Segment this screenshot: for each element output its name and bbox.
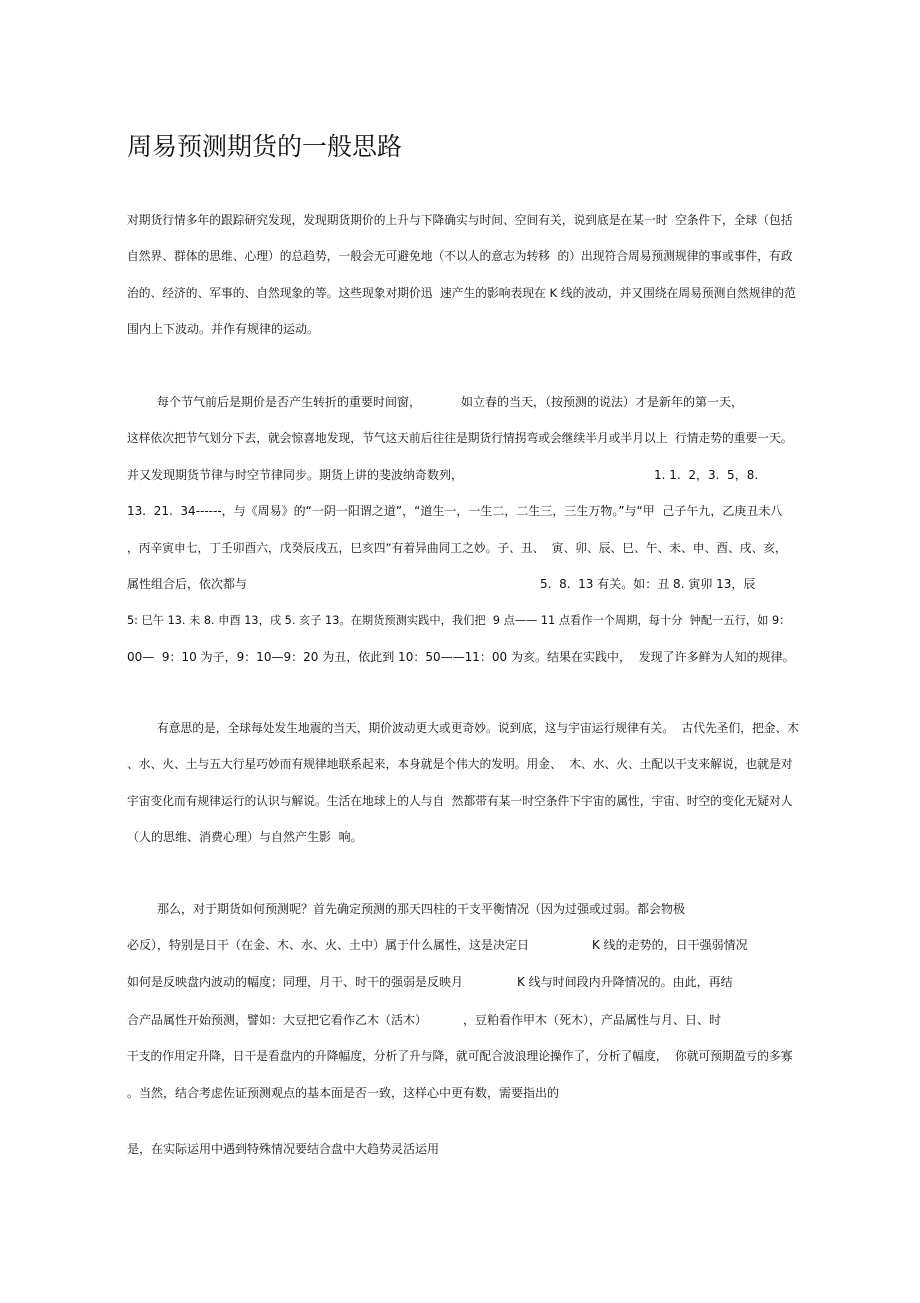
paragraph-2-line-3b: 1. 1. 2，3. 5，8. xyxy=(654,468,759,482)
paragraph-4-line-7: 是，在实际运用中遇到特殊情况要结合盘中大趋势灵活运用 xyxy=(127,1142,440,1156)
paragraph-1-line-3: 治的、经济的、军事的、自然现象的等。这些现象对期价迅 速产生的影响表现在 K 线的波动，并又围绕在周易预测自然规律的范 xyxy=(127,286,796,300)
paragraph-2-line-8: 00— 9：10 为子，9：10—9：20 为丑，依此到 10：50——11：00 为亥。结果在实践中， 发现了许多鲜为人知的规律。 xyxy=(127,650,795,664)
paragraph-2-line-2: 这样依次把节气划分下去，就会惊喜地发现，节气这天前后往往是期货行情拐弯或会继续半月或半月以上 行情走势的重要一天。 xyxy=(127,431,793,445)
paragraph-1-line-2: 自然界、群体的思维、心理）的总趋势，一般会无可避免地（不以人的意志为转移 的）出现符合周易预测规律的事或事件，有政 xyxy=(127,249,793,263)
paragraph-4-line-6: 。当然，结合考虑佐证预测观点的基本面是否一致，这样心中更有数，需要指出的 xyxy=(127,1086,560,1100)
paragraph-4-line-5: 干支的作用定升降，日干是看盘内的升降幅度，分析了升与降，就可配合波浪理论操作了，分析了幅度， 你就可预期盈亏的多寡 xyxy=(127,1049,793,1063)
paragraph-4-line-3b: K 线与时间段内升降情况的。由此，再结 xyxy=(517,975,733,989)
paragraph-3-line-4: （人的思维、消费心理）与自然产生影 响。 xyxy=(127,830,363,844)
paragraph-3-line-3: 宇宙变化而有规律运行的认识与解说。生活在地球上的人与自 然都带有某一时空条件下宇宙的属性，宇宙、时空的变化无疑对人 xyxy=(127,794,793,808)
paragraph-3-line-1: 有意思的是，全球每处发生地震的当天，期价波动更大或更奇妙。说到底，这与宇宙运行规律有关。 古代先圣们，把金、木 xyxy=(157,721,799,735)
paragraph-2-line-6a: 属性组合后，依次都与 xyxy=(127,577,248,591)
paragraph-4-line-2a: 必反），特别是日干（在金、木、水、火、土中）属于什么属性，这是决定日 xyxy=(127,938,530,952)
paragraph-2-line-5: ，丙辛寅申七，丁壬卯酉六，戊癸辰戌五，巳亥四”有着异曲同工之妙。子、丑、 寅、卯、辰、巳、午、未、申、酉、戌、亥， xyxy=(127,541,787,555)
paragraph-4-line-3a: 如何是反映盘内波动的幅度；同理，月干、时干的强弱是反映月 xyxy=(127,975,464,989)
paragraph-3-line-2: 、水、火、土与五大行星巧妙而有规律地联系起来，本身就是个伟大的发明。用金、 木、水、火、土配以干支来解说，也就是对 xyxy=(127,757,793,771)
paragraph-1-line-4: 围内上下波动。并作有规律的运动。 xyxy=(127,322,320,336)
paragraph-2-line-3a: 并又发现期货节律与时空节律同步。期货上讲的斐波纳奇数列， xyxy=(127,468,464,482)
paragraph-2-line-6b: 5. 8. 13 有关。如：丑 8. 寅卯 13，辰 xyxy=(540,577,756,591)
paragraph-4-line-2b: K 线的走势的，日干强弱情况 xyxy=(592,938,748,952)
paragraph-2-line-1a: 每个节气前后是期价是否产生转折的重要时间窗， xyxy=(157,395,422,409)
paragraph-4-line-4b: ，豆粕看作甲木（死木），产品属性与月、日、时 xyxy=(463,1013,722,1027)
paragraph-4-line-4a: 合产品属性开始预测，譬如：大豆把它看作乙木（活木） xyxy=(127,1013,428,1027)
document-title: 周易预测期货的一般思路 xyxy=(127,132,403,161)
paragraph-4-line-1: 那么，对于期货如何预测呢？首先确定预测的那天四柱的干支平衡情况（因为过强或过弱。都会物极 xyxy=(157,902,686,916)
paragraph-1-line-1: 对期货行情多年的跟踪研究发现，发现期货期价的上升与下降确实与时间、空间有关，说到底是在某一时 空条件下，全球（包括 xyxy=(127,213,793,227)
paragraph-2-line-7: 5: 巳午 13. 未 8. 申酉 13，戌 5. 亥子 13。在期货预测实践中，我们把 9 点—— 11 点看作一个周期，每十分 钟配一五行，如 9： xyxy=(127,614,791,627)
paragraph-2-line-4: 13. 21. 34------，与《周易》的“一阴一阳谓之道”，“道生一，一生二，二生三，三生万物。”与“甲 己子午九，乙庚丑未八 xyxy=(127,504,783,518)
paragraph-2-line-1b: 如立春的当天，（按预测的说法）才是新年的第一天， xyxy=(461,395,744,409)
